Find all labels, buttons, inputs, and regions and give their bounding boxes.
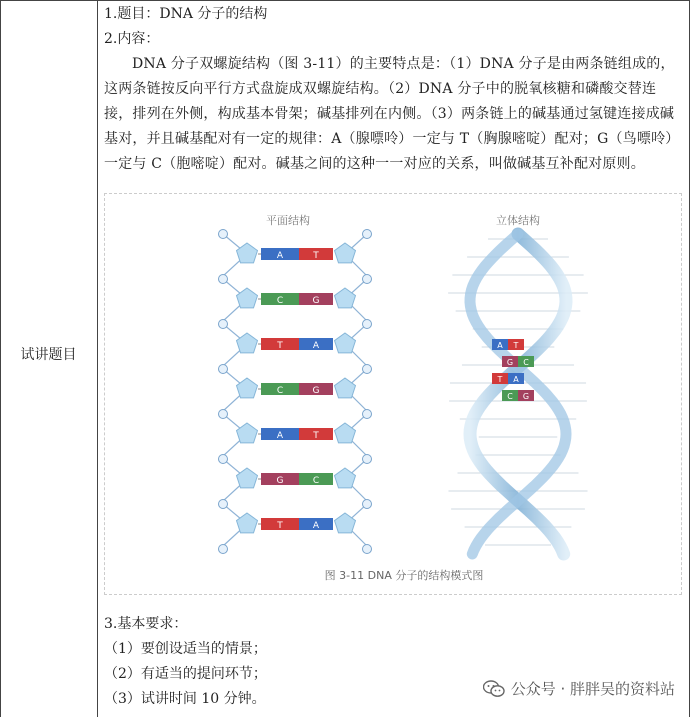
phosphate [363,455,372,464]
content-cell [104,2,684,177]
figure-caption: 图 3-11 DNA 分子的结构模式图 [324,569,484,582]
planar-structure [219,230,372,554]
base-right-label: G [312,386,320,396]
content-paragraph: DNA 分子双螺旋结构（图 3-11）的主要特点是：（1）DNA 分子是由两条链组成的，这两条链按反向平行方式盘旋成双螺旋结构。（2）DNA 分子中的脱氧核糖和磷酸交替连接，排列在外侧，构成基本骨架；碱基排列在内侧。（3）两条链上的碱基通过氢键连接成碱基对，并且碱基配对有一定的规律：A（腺嘌呤）一定与 T（胸腺嘧啶）配对；G（鸟嘌呤）一定与 C（胞嘧啶）配对。碱基之间的这种一一对应的关系，叫做碱基互补配对原则。 [104,56,680,172]
phosphate [219,230,228,239]
base-right-label: A [312,341,320,351]
deoxyribose [335,423,356,443]
deoxyribose [237,513,258,533]
base-right-label: T [313,431,319,441]
helix-base-left-label: T [497,375,503,384]
phosphate [363,500,372,509]
helix-base-right-label: G [522,392,530,401]
deoxyribose [237,378,258,398]
base-left-label: G [276,476,284,486]
requirement-item: （3）试讲时间 10 分钟。 [104,691,266,707]
dna-figure [104,193,682,595]
row-label: 试讲题目 [20,347,77,363]
wechat-icon [483,680,505,698]
phosphate [219,545,228,554]
phosphate [219,455,228,464]
3d-structure-label: 立体结构 [496,214,540,227]
phosphate [363,545,372,554]
phosphate [219,275,228,284]
base-right-label: C [312,476,320,486]
3d-helix [448,234,588,554]
planar-structure-label: 平面结构 [266,214,310,227]
helix-base-left-label: C [507,392,513,401]
helix-base-right-label: A [513,375,519,384]
phosphate [363,320,372,329]
deoxyribose [335,468,356,488]
dna-figure-svg [105,194,681,594]
topic-title: 1.题目：DNA 分子的结构 [104,6,268,22]
helix-base-left-label: G [506,358,514,367]
phosphate [363,410,372,419]
base-right-label: A [312,521,320,531]
deoxyribose [335,288,356,308]
phosphate [363,365,372,374]
deoxyribose [237,243,258,263]
phosphate [219,410,228,419]
phosphate [219,365,228,374]
deoxyribose [237,333,258,353]
deoxyribose [335,333,356,353]
phosphate [363,275,372,284]
deoxyribose [335,243,356,263]
base-left-label: C [276,386,284,396]
watermark-text: 公众号 · 胖胖吴的资料站 [510,680,675,698]
helix-base-left-label: A [497,341,503,350]
content-heading: 2.内容： [104,31,160,47]
deoxyribose [237,288,258,308]
base-left-label: T [277,341,283,351]
deoxyribose [335,378,356,398]
deoxyribose [237,468,258,488]
base-right-label: G [312,296,320,306]
deoxyribose [237,423,258,443]
deoxyribose [335,513,356,533]
phosphate [219,500,228,509]
requirements [104,612,267,712]
base-left-label: A [276,431,284,441]
base-left-label: T [277,521,283,531]
base-left-label: C [276,296,284,306]
phosphate [363,230,372,239]
requirements-heading: 3.基本要求： [104,616,188,632]
helix-base-right-label: T [513,341,519,350]
watermark [483,678,675,699]
helix-base-right-label: C [523,358,529,367]
phosphate [219,320,228,329]
base-left-label: A [276,251,284,261]
base-right-label: T [313,251,319,261]
column-divider [97,0,98,717]
requirement-item: （1）要创设适当的情景； [104,641,267,657]
requirement-item: （2）有适当的提问环节； [104,666,267,682]
